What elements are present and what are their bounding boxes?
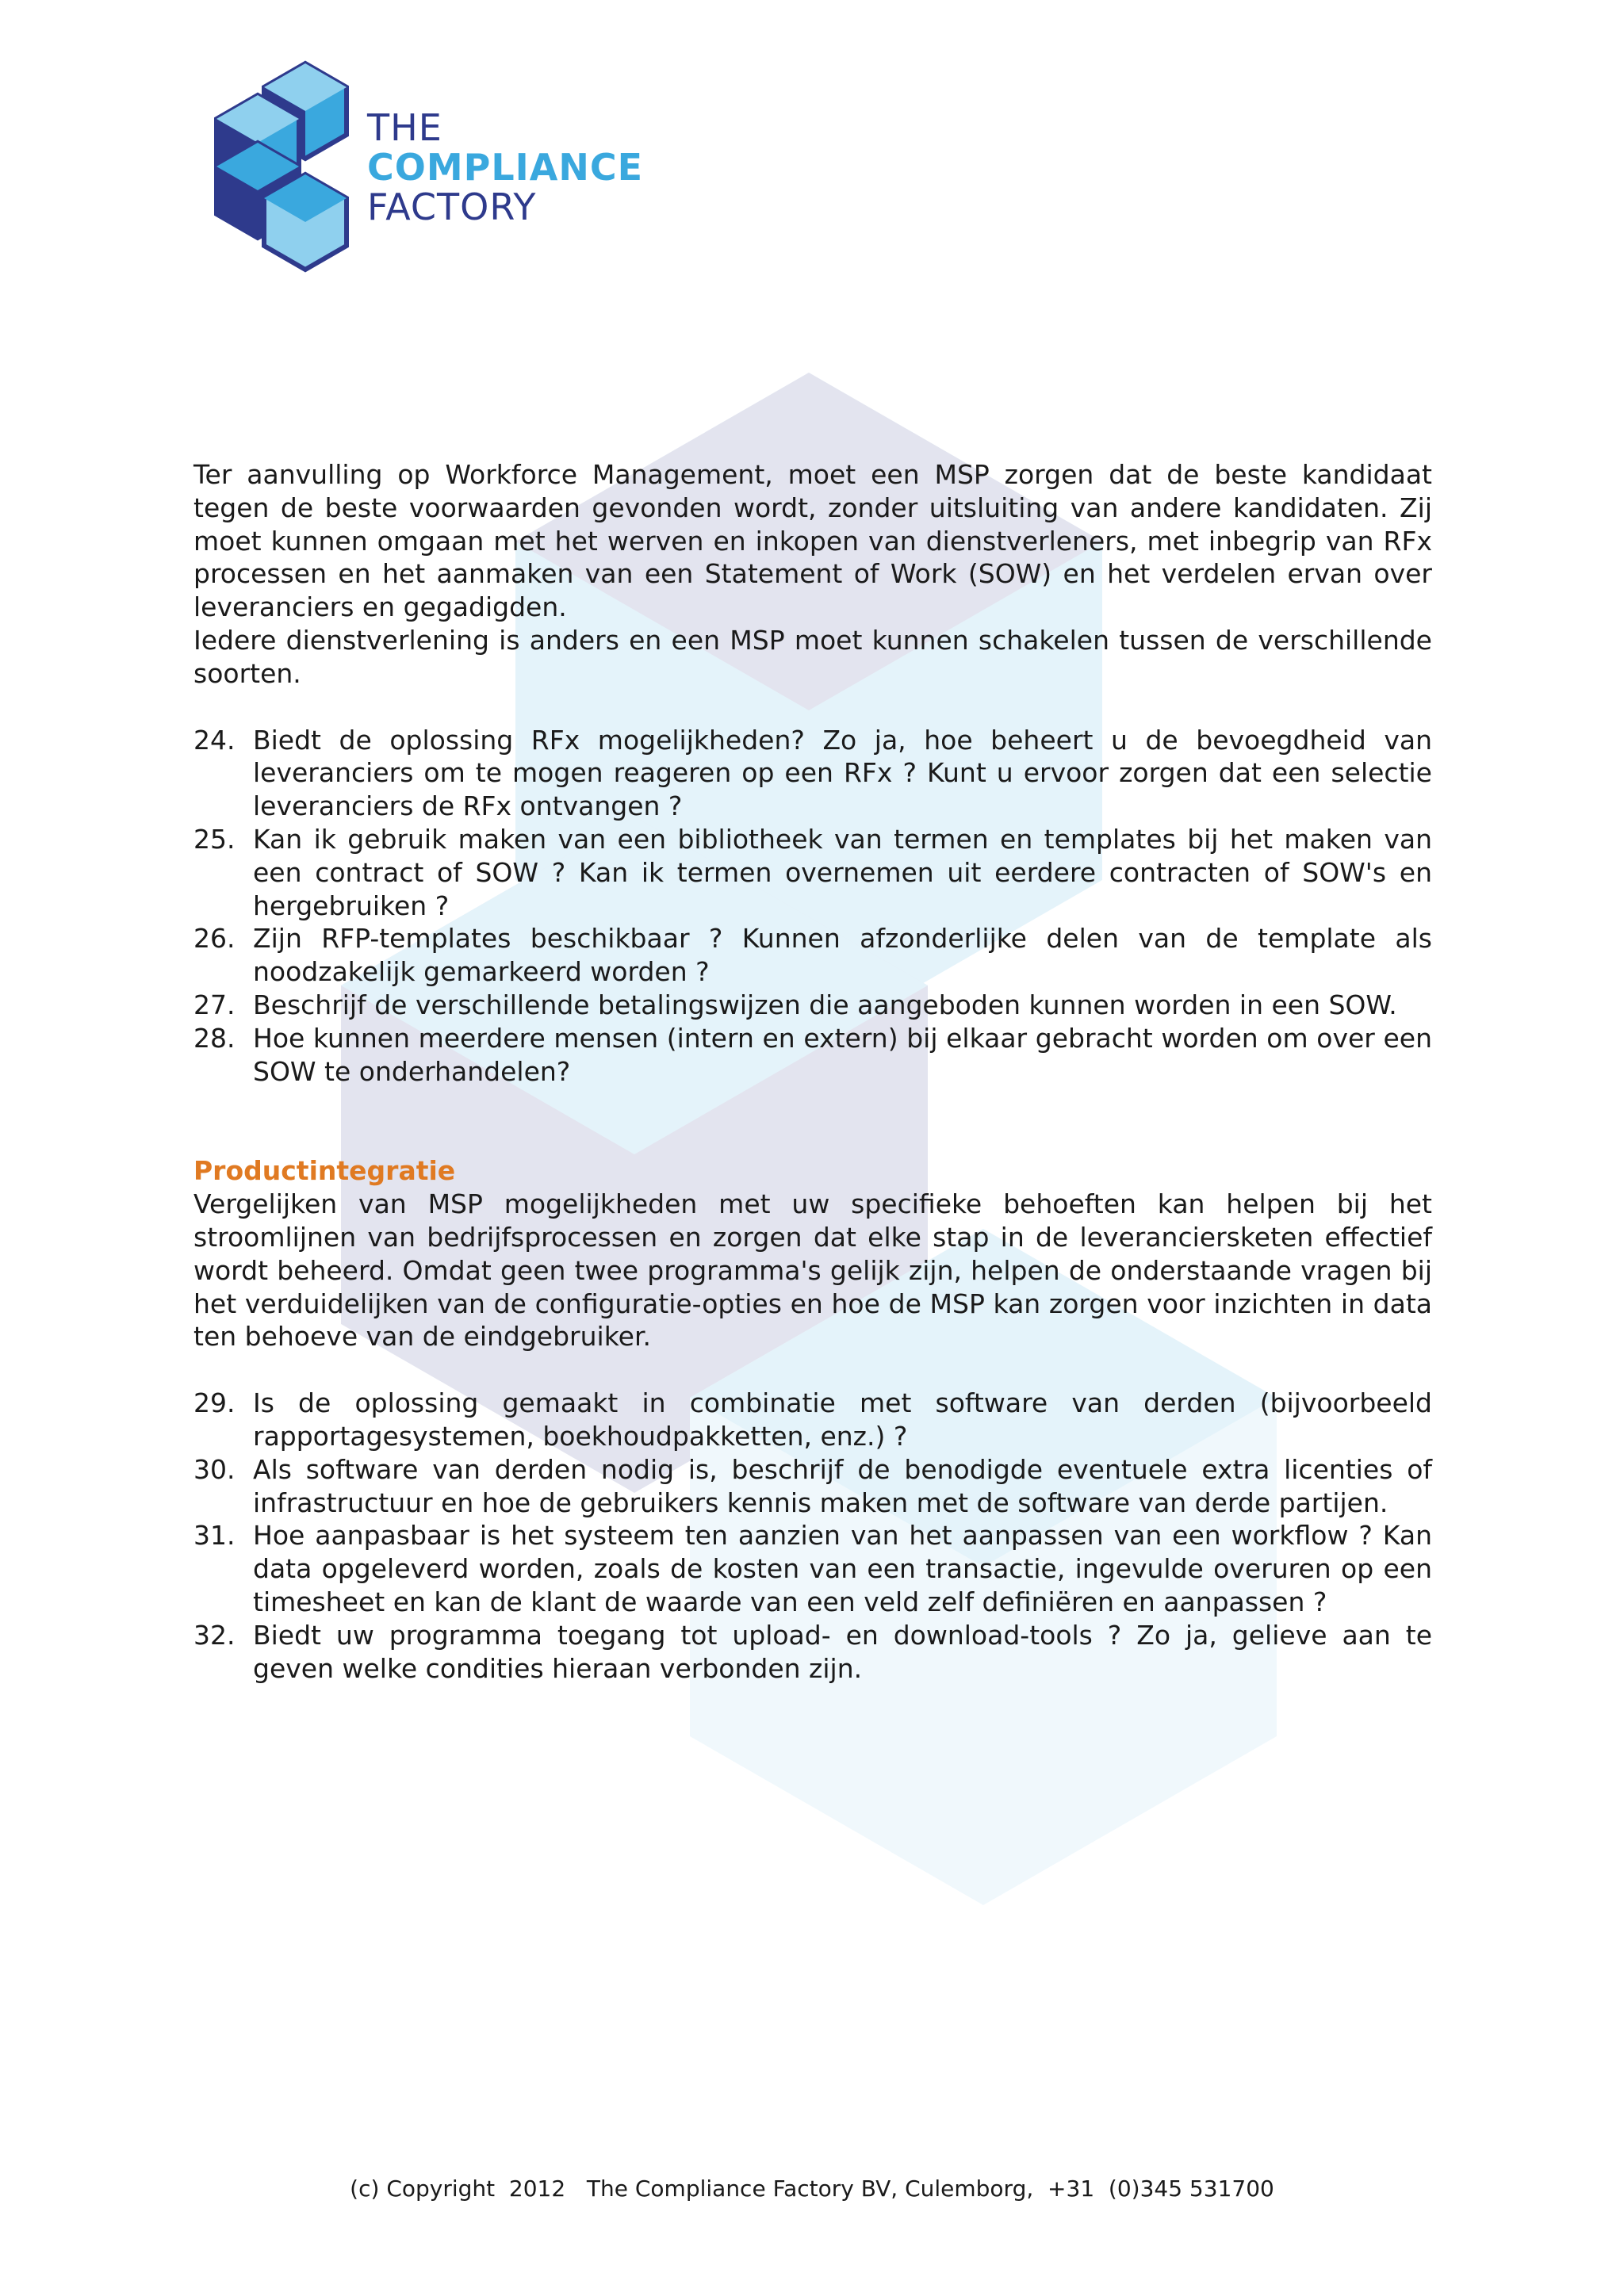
question-text: Kan ik gebruik maken van een bibliotheek van termen en templates bij het maken van een contract of SOW ? Kan ik termen overnemen uit eerdere contracten of SOW's en hergebruiken ? (253, 823, 1432, 921)
question-number: 28. (193, 1022, 236, 1054)
intro-paragraph: Ter aanvulling op Workforce Management, moet een MSP zorgen dat de beste kandidaat tegen de beste voorwaarden gevonden wordt, zonder uitsluiting van andere kandidaten. Zij moet kunnen omgaan met het werven en inkopen van dienstverleners, met inbegrip van RFx processen en het aanmaken van een Statement of Work (SOW) en het verdelen ervan over leveranciers en gegadigden. (193, 459, 1432, 623)
question-item (193, 1387, 1432, 1453)
question-item (193, 989, 1432, 1022)
logo-word-compliance: COMPLIANCE (367, 146, 644, 189)
question-text: Zijn RFP-templates beschikbaar ? Kunnen afzonderlijke delen van de template als noodzakelijk gemarkeerd worden ? (253, 923, 1432, 988)
logo-word-factory: FACTORY (367, 186, 537, 228)
question-list-1 (193, 724, 1432, 1089)
cube-logo-icon (202, 57, 361, 287)
question-item (193, 1619, 1432, 1686)
logo-wordmark (367, 108, 643, 227)
question-list-2 (193, 1387, 1432, 1685)
question-item (193, 823, 1432, 922)
question-text: Beschrijf de verschillende betalingswijzen die aangeboden kunnen worden in een SOW. (253, 989, 1397, 1020)
question-number: 26. (193, 923, 236, 955)
question-item (193, 1453, 1432, 1520)
document-body (193, 458, 1432, 1685)
question-text: Hoe kunnen meerdere mensen (intern en extern) bij elkaar gebracht worden om over een SOW te onderhandelen? (253, 1022, 1432, 1087)
logo-word-the: THE (367, 106, 442, 149)
section-heading: Productintegratie (193, 1155, 456, 1187)
question-item (193, 1519, 1432, 1618)
question-text: Als software van derden nodig is, beschrijf de benodigde eventuele extra licenties of infrastructuur en hoe de gebruikers kennis maken met de software van derde partijen. (253, 1453, 1432, 1518)
question-number: 29. (193, 1387, 236, 1419)
intro-paragraph-2: Iedere dienstverlening is anders en een MSP moet kunnen schakelen tussen de verschillende soorten. (193, 624, 1432, 689)
question-text: Biedt de oplossing RFx mogelijkheden? Zo ja, hoe beheert u de bevoegdheid van leveranciers om te mogen reageren op een RFx ? Kunt u ervoor zorgen dat een selectie leveranciers de RFx ontvangen ? (253, 724, 1432, 822)
question-number: 31. (193, 1520, 236, 1552)
section-paragraph: Vergelijken van MSP mogelijkheden met uw specifieke behoeften kan helpen bij het stroomlijnen van bedrijfsprocessen en zorgen dat elke stap in de leveranciersketen effectief wordt beheerd. Omdat geen twee programma's gelijk zijn, helpen de onderstaande vragen bij het verduidelijken van de configuratie-opties en hoe de MSP kan zorgen voor inzichten in data ten behoeve van de eindgebruiker. (193, 1188, 1432, 1353)
question-number: 32. (193, 1619, 236, 1651)
question-number: 30. (193, 1453, 236, 1485)
question-text: Hoe aanpasbaar is het systeem ten aanzien van het aanpassen van een workflow ? Kan data opgeleverd worden, zoals de kosten van een transactie, ingevulde overuren op een timesheet en kan de klant de waarde van een veld zelf definiëren en aanpassen ? (253, 1520, 1432, 1617)
spacer (193, 1088, 1432, 1154)
copyright-footer: (c) Copyright 2012 The Compliance Factory BV, Culemborg, +31 (0)345 531700 (350, 2175, 1274, 2202)
question-number: 25. (193, 823, 236, 855)
question-item (193, 922, 1432, 989)
question-item (193, 1022, 1432, 1089)
spacer (193, 691, 1432, 724)
spacer (193, 1353, 1432, 1387)
question-item (193, 724, 1432, 823)
question-number: 24. (193, 724, 236, 756)
company-logo (202, 57, 726, 287)
question-text: Is de oplossing gemaakt in combinatie met software van derden (bijvoorbeeld rapportagesystemen, boekhoudpakketten, enz.) ? (253, 1387, 1432, 1452)
question-text: Biedt uw programma toegang tot upload- en download-tools ? Zo ja, gelieve aan te geven welke condities hieraan verbonden zijn. (253, 1619, 1432, 1684)
question-number: 27. (193, 989, 236, 1020)
